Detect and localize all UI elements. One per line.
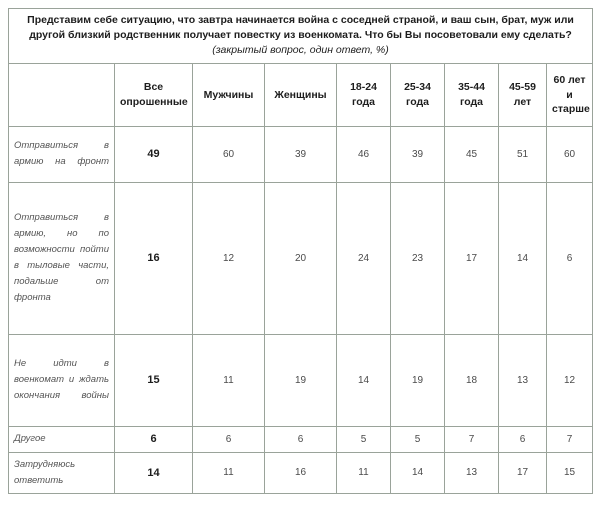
cell-men: 11 [193,452,265,493]
table-row [9,452,593,493]
table-row [9,334,593,426]
row-label: Не идти в военкомат и ждать окончания войны [9,334,115,426]
cell-men: 60 [193,126,265,182]
table-row [9,126,593,182]
cell-total: 14 [115,452,193,493]
cell-age-25-34: 5 [391,426,445,452]
cell-age-18-24: 46 [337,126,391,182]
cell-women: 39 [265,126,337,182]
cell-age-60-plus: 12 [547,334,593,426]
column-header-age-35-44: 35-44 года [445,63,499,126]
cell-total: 6 [115,426,193,452]
cell-age-45-59: 14 [499,182,547,334]
table-header-row [9,63,593,126]
cell-men: 12 [193,182,265,334]
cell-age-45-59: 17 [499,452,547,493]
row-label: Другое [9,426,115,452]
cell-women: 19 [265,334,337,426]
row-label: Затрудняюсь ответить [9,452,115,493]
cell-age-18-24: 14 [337,334,391,426]
question-note: (закрытый вопрос, один ответ, %) [212,44,389,57]
column-header-total: Все опрошенные [115,63,193,126]
cell-women: 6 [265,426,337,452]
cell-age-18-24: 24 [337,182,391,334]
cell-total: 49 [115,126,193,182]
cell-age-18-24: 11 [337,452,391,493]
cell-age-35-44: 7 [445,426,499,452]
cell-age-35-44: 13 [445,452,499,493]
cell-age-35-44: 17 [445,182,499,334]
cell-age-45-59: 51 [499,126,547,182]
cell-age-60-plus: 6 [547,182,593,334]
cell-age-60-plus: 15 [547,452,593,493]
cell-men: 6 [193,426,265,452]
cell-women: 20 [265,182,337,334]
column-header-women: Женщины [265,63,337,126]
cell-age-25-34: 39 [391,126,445,182]
cell-age-25-34: 19 [391,334,445,426]
cell-women: 16 [265,452,337,493]
cell-age-25-34: 14 [391,452,445,493]
column-header-age-45-59: 45-59 лет [499,63,547,126]
table-row [9,426,593,452]
row-label: Отправиться в армию на фронт [9,126,115,182]
cell-age-18-24: 5 [337,426,391,452]
cell-age-35-44: 45 [445,126,499,182]
table-row [9,182,593,334]
row-label: Отправиться в армию, но по возможности пойти в тыловые части, подальше от фронта [9,182,115,334]
cell-age-60-plus: 7 [547,426,593,452]
column-header-0 [9,63,115,126]
cell-men: 11 [193,334,265,426]
cell-age-35-44: 18 [445,334,499,426]
cell-total: 16 [115,182,193,334]
cell-age-45-59: 6 [499,426,547,452]
cell-total: 15 [115,334,193,426]
column-header-age-18-24: 18-24 года [337,63,391,126]
cell-age-45-59: 13 [499,334,547,426]
cell-age-60-plus: 60 [547,126,593,182]
question-text: Представим себе ситуацию, что завтра начинается война с соседней страной, и ваш сын, брат, муж или другой близкий родственник получает повестку из военкомата. Что бы Вы посоветовали ему сделать? [27,14,574,42]
page-title [9,9,593,64]
column-header-age-60-plus: 60 лет и старше [547,63,593,126]
column-header-age-25-34: 25-34 года [391,63,445,126]
column-header-men: Мужчины [193,63,265,126]
cell-age-25-34: 23 [391,182,445,334]
poll-results-table [8,8,593,494]
table-title-row [9,9,593,64]
